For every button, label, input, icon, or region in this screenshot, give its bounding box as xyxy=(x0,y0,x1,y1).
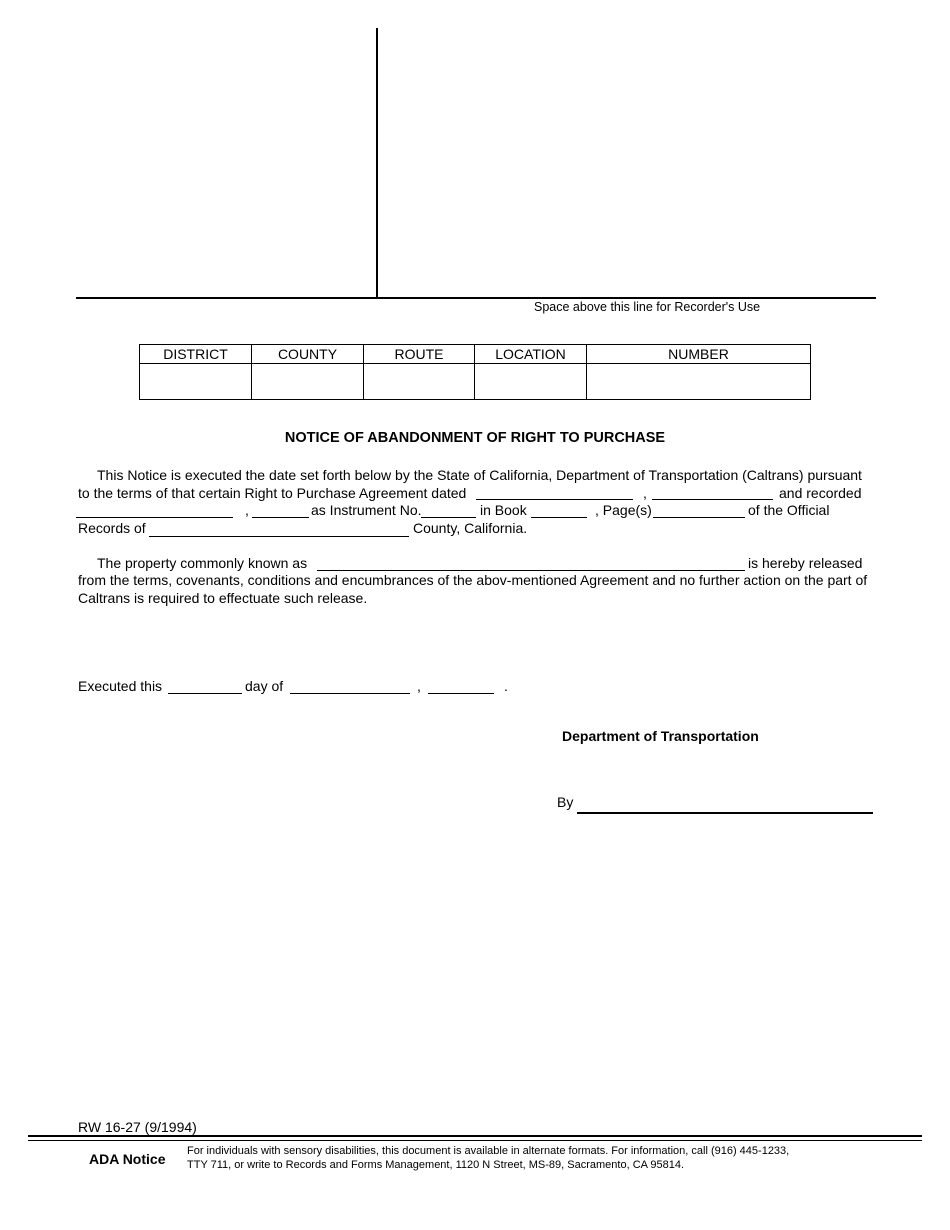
header-number: NUMBER xyxy=(587,345,811,364)
location-field[interactable] xyxy=(475,364,587,400)
recorder-horizontal-line xyxy=(76,297,876,299)
department-label: Department of Transportation xyxy=(562,728,759,744)
recorded-year-field[interactable] xyxy=(252,517,309,518)
para1-line1: This Notice is executed the date set forth below by the State of California, Department of Transportation (Caltrans) pursuant xyxy=(97,467,862,483)
ada-notice-line2: TTY 711, or write to Records and Forms Management, 1120 N Street, MS-89, Sacramento, CA 95814. xyxy=(187,1159,685,1171)
county-field[interactable] xyxy=(252,364,364,400)
executed-day-of: day of xyxy=(245,678,284,694)
header-route: ROUTE xyxy=(364,345,475,364)
para2-start: The property commonly known as xyxy=(97,555,308,571)
executed-month-field[interactable] xyxy=(290,693,410,694)
para2-line3: Caltrans is required to effectuate such release. xyxy=(78,590,368,606)
agreement-year-field[interactable] xyxy=(652,499,773,500)
number-field[interactable] xyxy=(587,364,811,400)
header-location: LOCATION xyxy=(475,345,587,364)
parcel-info-table xyxy=(139,344,811,400)
ada-notice-label: ADA Notice xyxy=(89,1151,166,1167)
district-field[interactable] xyxy=(140,364,252,400)
footer-rule-bottom xyxy=(28,1140,922,1141)
executed-day-field[interactable] xyxy=(168,693,242,694)
para1-and-recorded: and recorded xyxy=(779,485,862,501)
para2-line2: from the terms, covenants, conditions and encumbrances of the abov-mentioned Agreement and no further action on the part of xyxy=(78,572,868,588)
recorded-date-field[interactable] xyxy=(76,517,233,518)
signature-line[interactable] xyxy=(577,812,873,814)
form-number: RW 16-27 (9/1994) xyxy=(78,1119,197,1135)
para1-comma-1: , xyxy=(643,485,647,501)
table-value-row xyxy=(140,364,811,400)
para2-released: is hereby released xyxy=(748,555,863,571)
book-field[interactable] xyxy=(531,517,587,518)
recorder-note: Space above this line for Recorder's Use xyxy=(534,300,761,314)
para1-county-ca: County, California. xyxy=(413,520,528,536)
footer-rule-top xyxy=(28,1135,922,1137)
pages-field[interactable] xyxy=(653,517,745,518)
instrument-number-field[interactable] xyxy=(421,517,476,518)
executed-comma: , xyxy=(417,678,421,694)
records-county-field[interactable] xyxy=(149,536,409,537)
by-label: By xyxy=(557,794,574,810)
agreement-date-field[interactable] xyxy=(476,499,633,500)
header-county: COUNTY xyxy=(252,345,364,364)
para1-records-of: Records of xyxy=(78,520,146,536)
header-district: DISTRICT xyxy=(140,345,252,364)
executed-label: Executed this xyxy=(78,678,163,694)
route-field[interactable] xyxy=(364,364,475,400)
recorder-vertical-line xyxy=(376,28,378,299)
table-header-row xyxy=(140,345,811,364)
para1-pages: , Page(s) xyxy=(595,502,652,518)
para1-line2-start: to the terms of that certain Right to Purchase Agreement dated xyxy=(78,485,467,501)
document-title: NOTICE OF ABANDONMENT OF RIGHT TO PURCHASE xyxy=(284,430,666,446)
ada-notice-line1: For individuals with sensory disabilities, this document is available in alternate formats. For information, call (916) 445-1233, xyxy=(187,1145,790,1157)
para1-of-official: of the Official xyxy=(748,502,830,518)
para1-as-instrument: as Instrument No. xyxy=(311,502,422,518)
para1-comma-2: , xyxy=(245,502,249,518)
para1-in-book: in Book xyxy=(480,502,527,518)
executed-year-field[interactable] xyxy=(428,693,494,694)
executed-period: . xyxy=(504,678,508,694)
property-known-as-field[interactable] xyxy=(317,570,745,571)
